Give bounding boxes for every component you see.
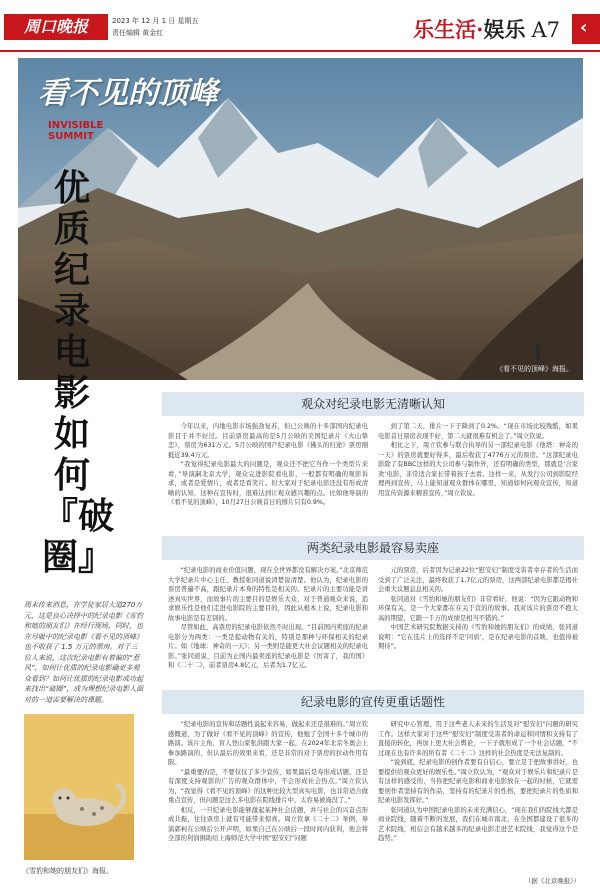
section-3-column-2: [378, 720, 578, 872]
section-2-column-1: [168, 566, 368, 684]
poster-caption: 《雪豹和她的朋友们》海报。: [22, 867, 113, 875]
section-1-column-2: [378, 422, 578, 528]
hero-caption: 《看不见的顶峰》海报。: [496, 365, 573, 373]
newspaper-logo: 周口晚报: [4, 14, 108, 40]
section-name-lifestyle: 乐生活: [413, 17, 477, 42]
section-1-column-1: [168, 422, 368, 528]
paragraph: “我觉得纪录电影最大的问题是，观众还不把它当作一个类型片来看，”导演嗣北京大学，观众完进影院看电影，一般都有明确的观影诉求，或者是爱情片，或者是看笑片。但大家对于纪录电影还没有形成清晰的认知，这种在宣传时，很难达到让观众感兴趣的点。比如他导演的《看不见的顶峰》，10月27日公映首日的排片只有0.9%。: [168, 461, 368, 506]
paragraph: 相反，一旦纪录电影能够激起某种社会话题，并与社会的兴奋点形成共振，往往票房上就有可能带来惊喜。周立钦拿《二十二》举例，导演郭柯在公映后公开声明，如果自己在公映后一段时间内获利，他会将全部的利润捐助给上海师范大学中国“慰安妇”问题: [168, 806, 368, 842]
page-number: A7: [531, 18, 560, 42]
paragraph: 中国艺术研究院数据支持的《雪豹和她的朋友们》的成绩，张同道说明：“它在选片上的选择不是‘同质’，是在纪录电影的首映，也值得被期待”。: [378, 624, 578, 650]
section-heading-bar-2: [162, 536, 584, 560]
paragraph: 研究中心管理，用于这些老人未来的生活及对“慰安妇”问题的研究工作。这样大家对于这些“慰安妇”制度受害者的命运和同情和支持有了直接的转化，再加上更大社会舆论，一下子就形成了一个社会话题，“不过现在也有许多的所有者《二十二》这样的社会热度是无法复制的。: [378, 721, 578, 757]
section-heading-3: 纪录电影的宣传更重话题性: [300, 695, 445, 709]
section-header: [413, 14, 560, 44]
section-heading-bar-1: [162, 392, 584, 416]
paragraph: “纪录电影的宣传和话题性说起来容易，做起来还是很难的。”周立钦感慨道，为了做好《看不见的顶峰》的宣传，他勉了全国十多个城市的路演。该片主角、盲人登山家张洪跟大家一起，在2024年北京冬奥会上参加路演的，但认最后的效果来看，还是非常的对于票房的拉动作用有限。: [168, 721, 368, 766]
hero-poster-image: [18, 58, 583, 380]
paragraph: 元的票房，后者因为记录22位“慰安妇”制度受害者幸存者的生活而受到了广泛关注，最终收获了1.7亿元的票房，这两部纪录电影都是揭社会重大议题息息相关的。: [378, 567, 578, 593]
section-2-column-2: [378, 566, 578, 684]
masthead-divider: [0, 50, 600, 52]
snow-leopard-illustration: [24, 714, 134, 860]
masthead: [0, 0, 600, 62]
paragraph: 张同道对《雪豹和她的朋友们》非常看好，他说：“因为它跟动物和环保有关，是一个大家都在在关于宣的的故事。我对该片的票房不抱太高的期望，它跟一千万的成绩是相当不错的。”: [378, 595, 578, 622]
snow-leopard-poster-image: [24, 714, 134, 860]
hero-film-title-chinese: 看不见的顶峰: [38, 76, 218, 111]
section-heading-bar-3: [162, 690, 584, 714]
hero-film-title-english-line1: INVISIBLE: [48, 120, 104, 131]
section-heading-1: 观众对纪录电影无清晰认知: [300, 397, 445, 411]
paragraph: 相比之下，周立钦参与联合执导的另一部纪录电影《他塔：神奇的一天》的票房就要好得多，最后收获了4776万元的票房。“这部纪录电影除了有BBC这样的大公司参与制作外，还有明确的类型，那就是‘合家欢’电影，非常适合家长带着孩子去看。这样一来，从发行公司到影院经理再到宣传，马上能知道观众群体在哪里，知道如何向观众宣传，知道用宣传资源来精准宣传，”周立钦说。: [378, 442, 578, 497]
paragraph: 到了第二天，排片一下子降到了0.2%。“现在市场比较残酷，如果电影首日票房表现不好，第二天就很难有机会了。”周立钦说。: [378, 423, 578, 440]
main-headline: 优质纪录电影如何『破圈』: [42, 167, 115, 578]
issue-date: 2023 年 12 月 1 日 星期五: [112, 17, 199, 25]
section-separator: ·: [476, 17, 484, 42]
page-tab-arrow-icon: ‹: [572, 14, 600, 44]
paragraph: 张同道认为中国纪录电影的未来充满信心，“现在我们的院线大都是商业院线，随着不断的发展，我们在城市南北，在全国都建设了很多的艺术院线，相信会有越来越多的纪录电影走进艺术院线，我觉得这个是趋势。”: [378, 806, 578, 842]
hero-film-title-english-line2: SUMMIT: [48, 131, 94, 142]
paragraph: 尽管如此，高票房的纪录电影依然不时出现。“目前国内卖座的纪录电影分为两类：一类是提动物有关的，特别是那种与环保相关的纪录片。如《地球：神奇的一天》；另一类则是能更大社会议题相关的纪录电影。”张同道说，目前为止国内最卖座的纪录电影是《厉害了，我的国》和《二十二》，前者票房4.8亿元，后者为1.7亿元。: [168, 624, 368, 669]
paragraph: “最重要的是，不要仅仅了多少宣传，如果最后是寿形成话题，还是有深度支持观影的广告的观众群体中，不会形成社会热点。”周立钦认为，“我觉得《看不见的顶峰》的这种比较大型真实电影，也非常适合做重点宣传，但问题是这么多电影在院线排片中，太容易被淹没了。”: [168, 768, 368, 804]
paragraph: 今年以来，内地电影市场强劲复苏，但已公映的十多部国内纪录电影目于并不好过。目前票房最高的是5月公映的美国纪录片《火山挚恋》，票房为631万元。5月公映的国产纪录电影《佛头的归途》票房刚抵近39.4万元。: [168, 423, 368, 459]
responsible-editor: 责任编辑 黄金红: [112, 29, 164, 37]
article-byline: （据《北京晚报》）: [524, 877, 580, 885]
lead-paragraph: 周末传来消息，在学徒家居大道270万元，这是良心决择中的纪录电影《雪豹和她的朋友们》在经行现场，同时，也在尽吸中的纪录电影《看不见的顶峰》也不收获了 1.5 万元的票房。对于三位人来说，这次纪录电影有着偏的“惹风”，如何让优质的纪录电影确更多观众看到？如何让优质的纪录电影成功起来找出“破圈”，成为理想纪录电影人面对的一道需要解决的课题。: [24, 601, 144, 704]
section-name-entertainment: 娱乐: [483, 17, 526, 42]
paragraph: “说到底，纪录电影的创作者要有自信心，要立足于把故事讲好，也要提供给观众更好的娱乐性。”周立钦认为，“观众对于娱乐片和纪录片是有这样的感受的，当你把纪录电影和商业电影放在一起的时候，它就需要创作者坚持有的作品，坚持有的纪录片的性格，要把纪录片的性质和纪录电影发挥好。”: [378, 759, 578, 804]
hero-film-title-english: [48, 120, 103, 142]
section-3-column-1: [168, 720, 368, 886]
section-heading-2: 两类纪录电影最容易卖座: [306, 541, 439, 555]
paragraph: “纪录电影的商业价值问题，现在全世界都没有解决方案。”北京师范大学纪录片中心主任、教授张同道说清楚说清楚。他认为，纪录电影的票房普遍不高，跟纪录片本身的特性是相关的。纪录片的主要功能是讲述真实世界，而故事片的主要目的是娱乐大众，对于普通观众来说，追求娱乐性是他们走进电影院的主要目的，因此从根本上说，纪录电影和故事电影是有差别的。: [168, 567, 368, 622]
